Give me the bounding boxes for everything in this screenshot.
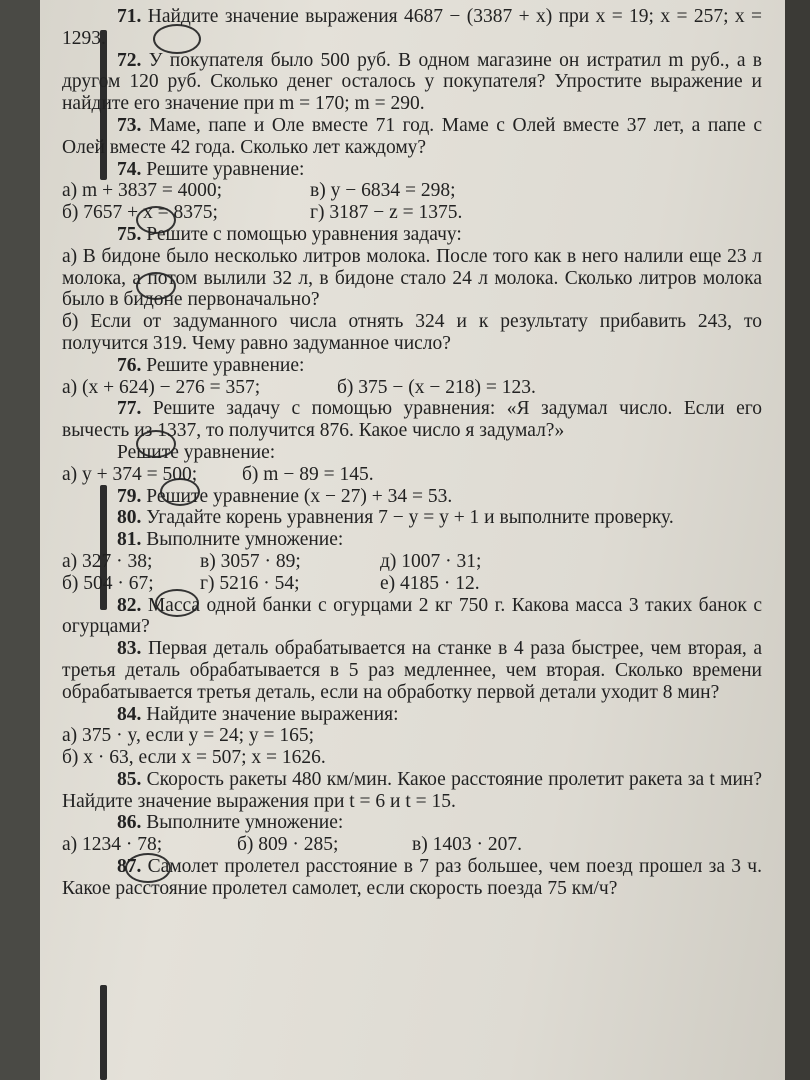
problem-81-row-2: б) 504 · 67; г) 5216 · 54; е) 4185 · 12.	[62, 572, 480, 594]
problem-84-b: б) x · 63, если x = 507; x = 1626.	[62, 747, 326, 769]
problem-75-a: а) В бидоне было несколько литров молока. После того как в него налили еще 23 л молока, а потом вылили 32 л, в бидоне стало 24 л молока. Сколько литров молока было в бидоне первоначально?	[62, 245, 762, 311]
problem-81-row-1: а) 327 · 38; в) 3057 · 89; д) 1007 · 31;	[62, 550, 482, 572]
problem-79: 79. Решите уравнение (x − 27) + 34 = 53.	[117, 485, 453, 507]
problem-83: 83. Первая деталь обрабатывается на станке в 4 раза быстрее, чем вторая, а третья деталь обрабатывается в 5 раз медленнее, чем вторая. Сколько времени обрабатывается третья деталь, если на обработку первой детали уходит 8 мин?	[62, 638, 763, 703]
problem-75-b: б) Если от задуманного числа отнять 324 и к результату прибавить 243, то получится 319. Чему равно задуманное число?	[62, 311, 762, 354]
problem-86-row: а) 1234 · 78; б) 809 · 285; в) 1403 · 207.	[62, 834, 522, 856]
problem-78: Решите уравнение:	[117, 441, 276, 463]
problem-72: 72. У покупателя было 500 руб. В одном магазине он истратил m руб., а в другом 120 руб. Сколько денег осталось у покупателя? Упростите выражение и найдите его значение при m = 170; m = 290.	[62, 49, 762, 115]
problem-75: 75. Решите с помощью уравнения задачу:	[117, 223, 462, 245]
page-edge-shadow	[785, 0, 810, 1080]
problem-82: 82. Масса одной банки с огурцами 2 кг 750 г. Какова масса 3 таких банок с огурцами?	[62, 594, 763, 638]
problem-87: 87. Самолет пролетел расстояние в 7 раз большее, чем поезд прошел за 3 ч. Какое расстояние пролетел самолет, если скорость поезда 75 км/ч?	[62, 856, 762, 899]
problem-84: 84. Найдите значение выражения:	[117, 703, 399, 725]
problem-74-row-2: б) 7657 + x = 8375; г) 3187 − z = 1375.	[62, 202, 463, 224]
problem-84-a: а) 375 · y, если y = 24; y = 165;	[62, 725, 315, 747]
problem-76: 76. Решите уравнение:	[117, 354, 305, 376]
margin-bar	[100, 985, 107, 1080]
problem-81: 81. Выполните умножение:	[117, 529, 344, 551]
problem-85: 85. Скорость ракеты 480 км/мин. Какое расстояние пролетит ракета за t мин? Найдите значение выражения при t = 6 и t = 15.	[62, 768, 762, 812]
problem-list	[62, 6, 762, 900]
problem-76-row: а) (x + 624) − 276 = 357; б) 375 − (x − 218) = 123.	[62, 376, 536, 398]
problem-86: 86. Выполните умножение:	[117, 812, 344, 834]
problem-77: 77. Решите задачу с помощью уравнения: «Я задумал число. Если его вычесть из 1337, то получится 876. Какое число я задумал?»	[62, 398, 762, 442]
problem-71: 71. Найдите значение выражения 4687 − (3387 + x) при x = 19; x = 257; x = 1293.	[62, 6, 762, 49]
problem-73: 73. Маме, папе и Оле вместе 71 год. Маме с Олей вместе 37 лет, а папе с Олей вместе 42 года. Сколько лет каждому?	[62, 114, 762, 158]
problem-80: 80. Угадайте корень уравнения 7 − y = y + 1 и выполните проверку.	[117, 507, 674, 529]
problem-78-row: а) y + 374 = 500; б) m − 89 = 145.	[62, 463, 374, 485]
problem-74: 74. Решите уравнение:	[117, 158, 305, 180]
problem-74-row-1: а) m + 3837 = 4000; в) y − 6834 = 298;	[62, 180, 456, 202]
